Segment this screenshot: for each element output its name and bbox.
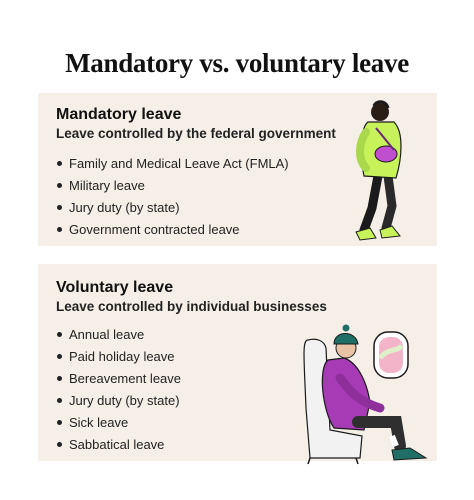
list-item: Annual leave [56, 324, 181, 346]
list-item: Paid holiday leave [56, 346, 181, 368]
walking-person-illustration-icon [350, 98, 420, 248]
voluntary-list [56, 324, 181, 456]
mandatory-list [56, 153, 289, 241]
voluntary-heading: Voluntary leave [56, 279, 174, 296]
mandatory-subheading: Leave controlled by the federal government [56, 126, 336, 141]
airplane-seat-person-illustration-icon [300, 318, 445, 466]
page-title: Mandatory vs. voluntary leave [65, 48, 409, 79]
list-item: Jury duty (by state) [56, 197, 289, 219]
list-item: Sabbatical leave [56, 434, 181, 456]
list-item: Government contracted leave [56, 219, 289, 241]
list-item: Bereavement leave [56, 368, 181, 390]
mandatory-heading: Mandatory leave [56, 106, 182, 123]
list-item: Sick leave [56, 412, 181, 434]
list-item: Military leave [56, 175, 289, 197]
list-item: Jury duty (by state) [56, 390, 181, 412]
voluntary-subheading: Leave controlled by individual businesses [56, 299, 327, 314]
list-item: Family and Medical Leave Act (FMLA) [56, 153, 289, 175]
